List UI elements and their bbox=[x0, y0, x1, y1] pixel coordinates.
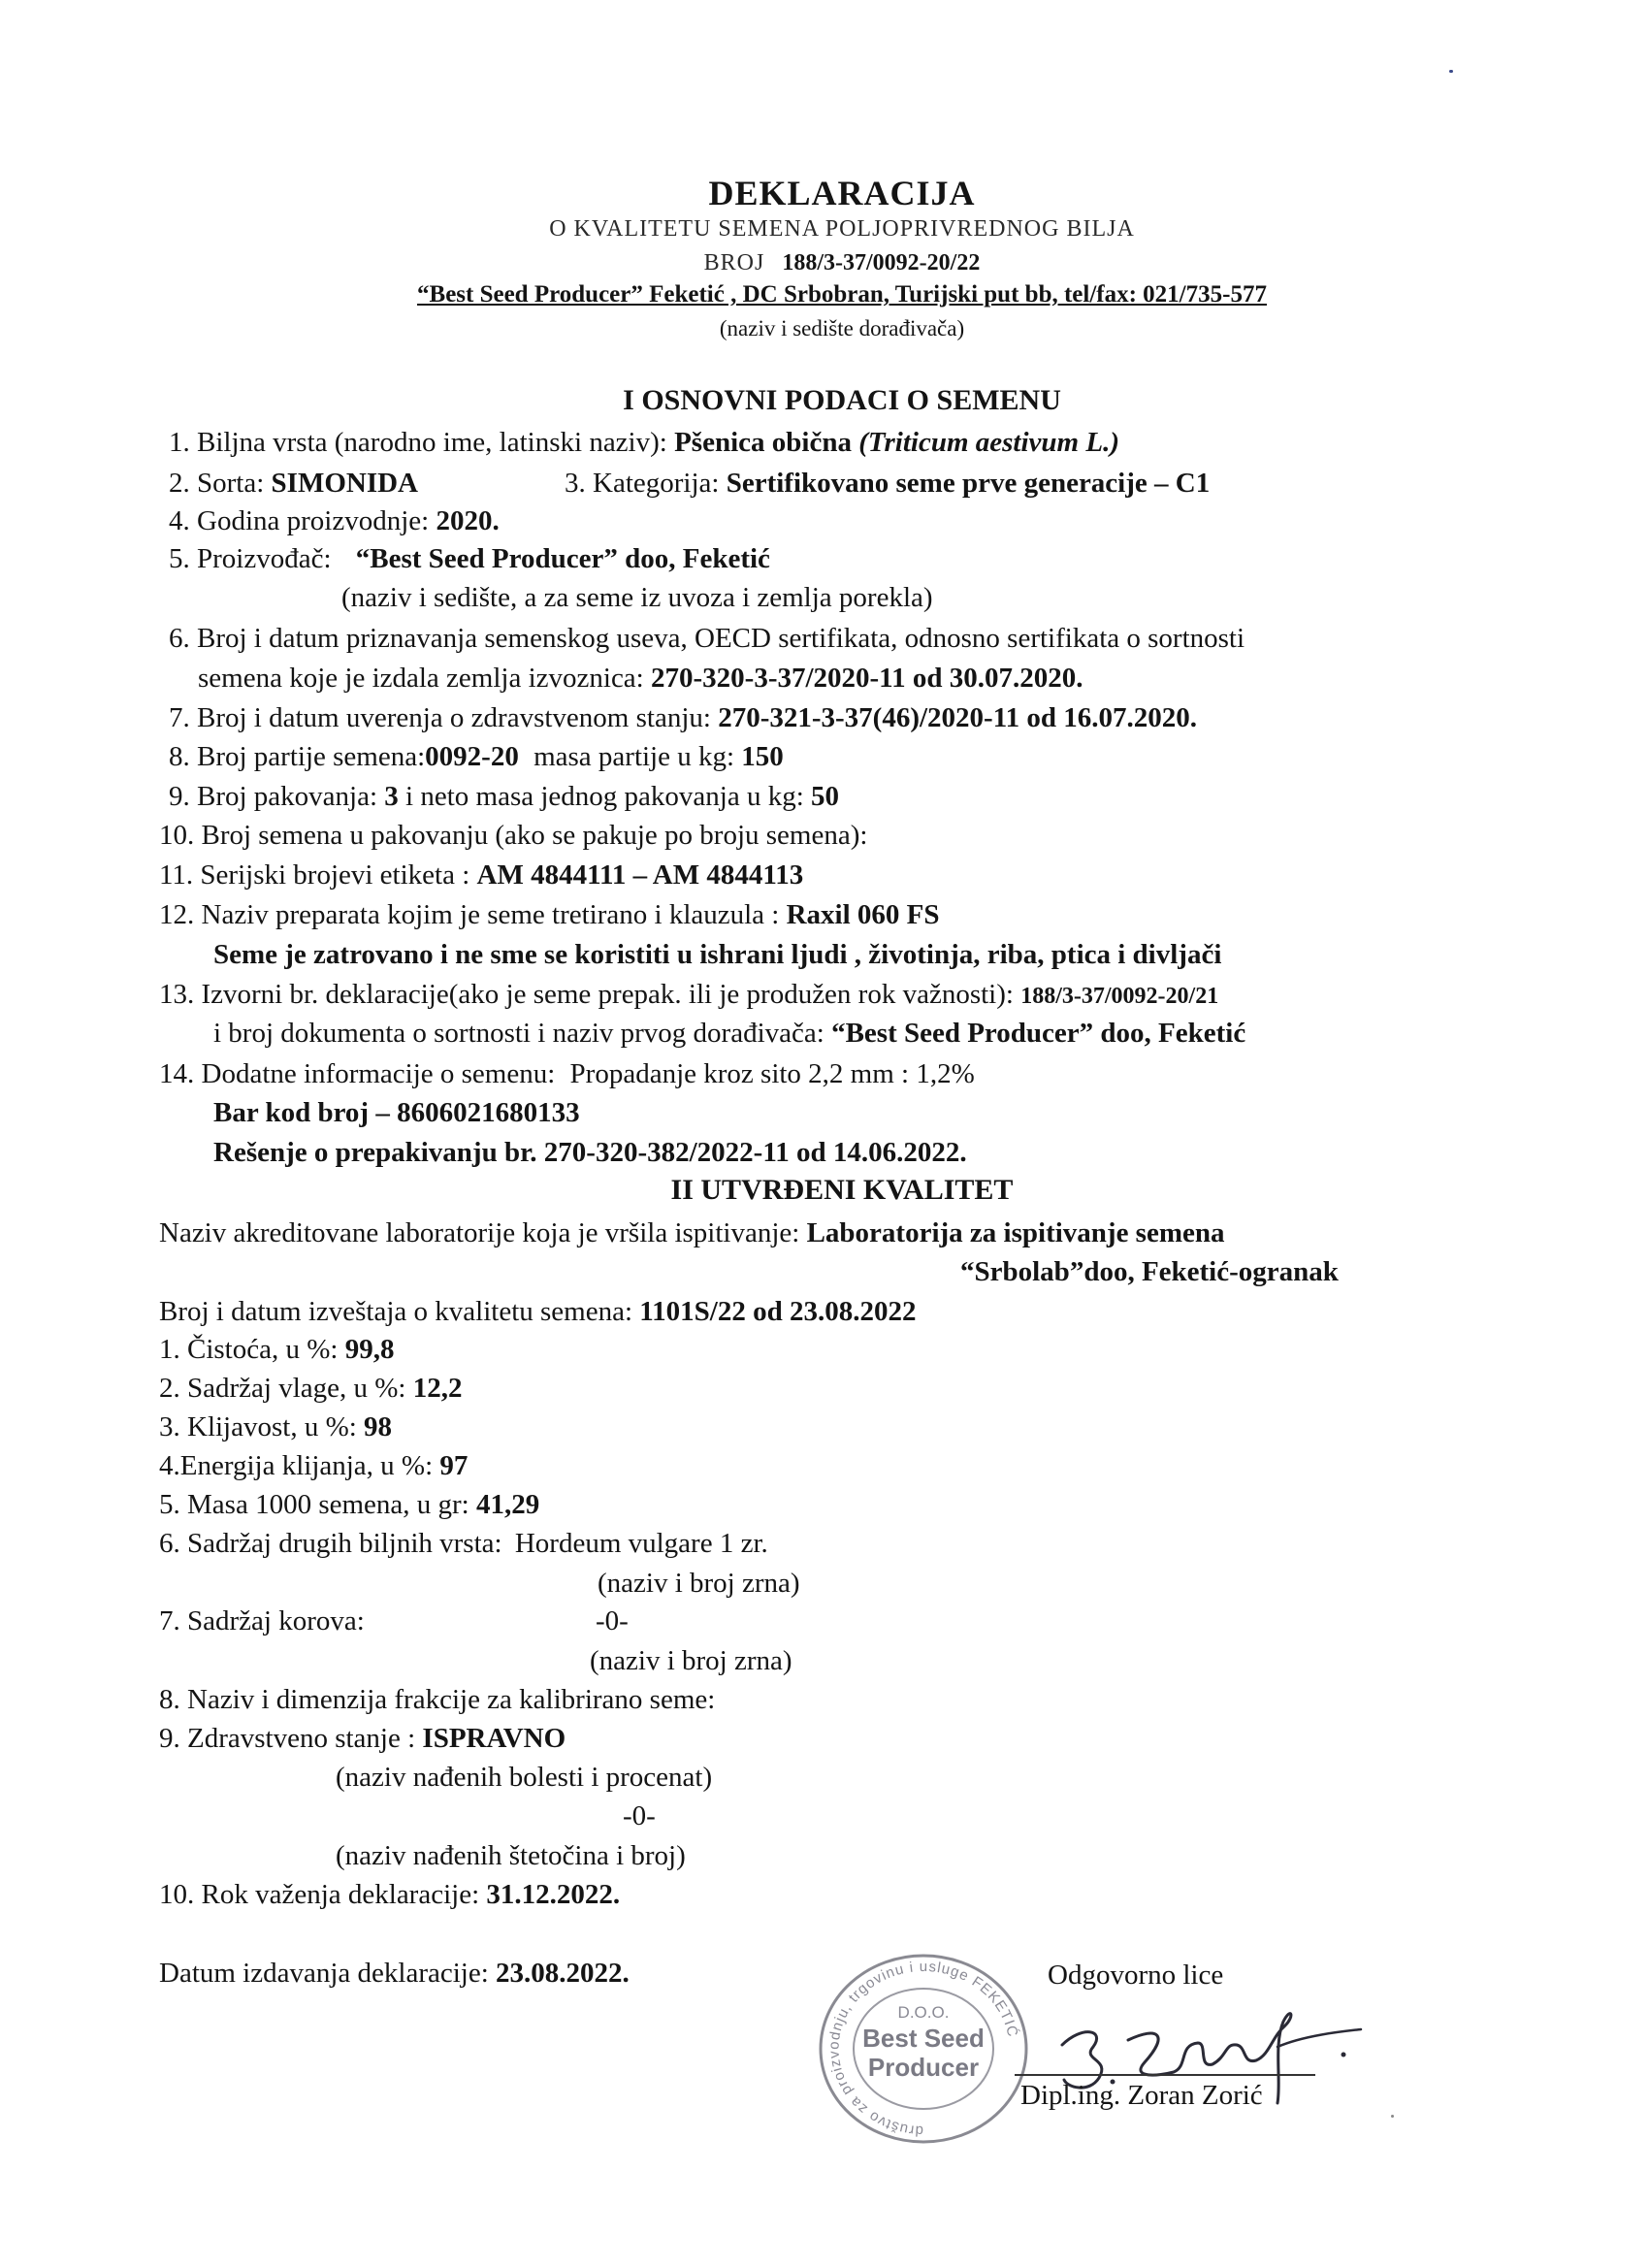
item-6-line-2 bbox=[198, 661, 1083, 696]
quality-2-value: 12,2 bbox=[412, 1373, 463, 1404]
responsible-label: Odgovorno lice bbox=[1048, 1960, 1224, 1991]
quality-10-label: 10. Rok važenja deklaracije: bbox=[159, 1879, 480, 1910]
item-14-barcode: Bar kod broj – 8606021680133 bbox=[213, 1097, 580, 1128]
declaration-number bbox=[0, 250, 1649, 276]
quality-10-value: 31.12.2022. bbox=[486, 1879, 621, 1910]
quality-4 bbox=[159, 1448, 468, 1483]
report-line bbox=[159, 1294, 917, 1329]
item-7-value: 270-321-3-37(46)/2020-11 od 16.07.2020. bbox=[718, 702, 1197, 733]
item-12-label: 12. Naziv preparata kojim je seme tretirano i klauzula : bbox=[159, 899, 780, 930]
lab-label: Naziv akreditovane laboratorije koja je vršila ispitivanje: bbox=[159, 1217, 800, 1248]
item-4-label: 4. Godina proizvodnje: bbox=[169, 505, 430, 536]
item-6-value: 270-320-3-37/2020-11 od 30.07.2020. bbox=[651, 663, 1083, 694]
quality-5 bbox=[159, 1487, 539, 1522]
company-stamp-icon bbox=[805, 1940, 1043, 2154]
quality-6 bbox=[159, 1526, 768, 1561]
item-5 bbox=[169, 541, 770, 576]
report-label: Broj i datum izveštaja o kvalitetu semena: bbox=[159, 1296, 633, 1327]
item-2 bbox=[169, 466, 418, 501]
quality-2-label: 2. Sadržaj vlage, u %: bbox=[159, 1373, 406, 1404]
issue-date-label: Datum izdavanja deklaracije: bbox=[159, 1958, 489, 1989]
processor-note: (naziv i sedište dorađivača) bbox=[719, 316, 965, 340]
lab-line bbox=[159, 1215, 1225, 1250]
quality-9 bbox=[159, 1721, 566, 1756]
item-14 bbox=[159, 1056, 975, 1091]
quality-10 bbox=[159, 1877, 620, 1912]
item-8 bbox=[169, 739, 784, 774]
item-13-line-2-label: i broj dokumenta o sortnosti i naziv prvog dorađivača: bbox=[213, 1018, 824, 1049]
issue-date-value: 23.08.2022. bbox=[496, 1958, 630, 1989]
item-4-value: 2020. bbox=[436, 505, 500, 536]
quality-9-dash: -0- bbox=[623, 1800, 656, 1831]
processor-info: “Best Seed Producer” Feketić , DC Srbobran, Turijski put bb, tel/fax: 021/735-577 bbox=[417, 281, 1267, 308]
item-11 bbox=[159, 858, 803, 892]
quality-1 bbox=[159, 1332, 394, 1367]
signature-line bbox=[1015, 2074, 1315, 2076]
item-1-label: 1. Biljna vrsta (narodno ime, latinski naziv): bbox=[169, 427, 667, 458]
item-3 bbox=[565, 466, 1210, 501]
item-14-value: Propadanje kroz sito 2,2 mm : 1,2% bbox=[569, 1058, 975, 1089]
item-11-value: AM 4844111 – AM 4844113 bbox=[476, 859, 804, 891]
item-1-latin: (Triticum aestivum L.) bbox=[858, 427, 1119, 458]
item-9-value: 3 bbox=[384, 781, 399, 812]
item-12-warning: Seme je zatrovano i ne sme se koristiti u ishrani ljudi , životinja, riba, ptica i divljači bbox=[213, 939, 1222, 970]
report-value: 1101S/22 od 23.08.2022 bbox=[639, 1296, 917, 1327]
scan-artifact-dot bbox=[1391, 2115, 1394, 2118]
lab-value-1: Laboratorija za ispitivanje semena bbox=[806, 1217, 1225, 1248]
quality-2 bbox=[159, 1371, 462, 1406]
quality-6-label: 6. Sadržaj drugih biljnih vrsta: bbox=[159, 1528, 502, 1559]
quality-5-label: 5. Masa 1000 semena, u gr: bbox=[159, 1489, 469, 1520]
item-12-value: Raxil 060 FS bbox=[786, 899, 940, 930]
quality-3 bbox=[159, 1409, 392, 1444]
item-4 bbox=[169, 503, 500, 538]
item-8-mass-value: 150 bbox=[741, 741, 784, 772]
quality-9-note-1: (naziv nađenih bolesti i procenat) bbox=[336, 1762, 713, 1793]
responsible-name: Dipl.ing. Zoran Zorić bbox=[1020, 2080, 1263, 2111]
quality-3-value: 98 bbox=[364, 1411, 393, 1442]
item-13-label: 13. Izvorni br. deklaracije(ako je seme prepak. ili je produžen rok važnosti): bbox=[159, 979, 1014, 1010]
quality-6-note: (naziv i broj zrna) bbox=[598, 1568, 800, 1599]
document-subtitle: O KVALITETU SEMENA POLJOPRIVREDNOG BILJA bbox=[549, 216, 1135, 242]
quality-6-value: Hordeum vulgare 1 zr. bbox=[514, 1528, 768, 1559]
section-2-title: II UTVRĐENI KVALITET bbox=[670, 1174, 1014, 1206]
quality-9-note-2: (naziv nađenih štetočina i broj) bbox=[336, 1840, 686, 1871]
stamp-line-1: Best Seed bbox=[862, 2024, 985, 2053]
quality-3-label: 3. Klijavost, u %: bbox=[159, 1411, 357, 1442]
quality-7-value: -0- bbox=[596, 1605, 629, 1636]
quality-1-label: 1. Čistoća, u %: bbox=[159, 1334, 339, 1365]
item-13-line-2 bbox=[213, 1016, 1245, 1051]
lab-value-2: “Srbolab”doo, Feketić-ogranak bbox=[960, 1256, 1339, 1287]
quality-5-value: 41,29 bbox=[476, 1489, 540, 1520]
stamp-top-text: D.O.O. bbox=[897, 2003, 950, 2022]
item-6-line-1: 6. Broj i datum priznavanja semenskog useva, OECD sertifikata, odnosno sertifikata o sortnosti bbox=[169, 623, 1245, 654]
item-5-note: (naziv i sedište, a za seme iz uvoza i zemlja porekla) bbox=[341, 582, 933, 613]
item-11-label: 11. Serijski brojevi etiketa : bbox=[159, 859, 470, 891]
quality-8: 8. Naziv i dimenzija frakcije za kalibrirano seme: bbox=[159, 1684, 716, 1715]
item-7-label: 7. Broj i datum uverenja o zdravstvenom stanju: bbox=[169, 702, 711, 733]
item-8-label: 8. Broj partije semena: bbox=[169, 741, 426, 772]
item-13-value: 188/3-37/0092-20/21 bbox=[1020, 984, 1219, 1009]
item-1-value: Pšenica obična bbox=[674, 427, 852, 458]
item-7 bbox=[169, 700, 1197, 735]
item-9-label: 9. Broj pakovanja: bbox=[169, 781, 378, 812]
item-3-label: 3. Kategorija: bbox=[565, 468, 720, 499]
item-2-value: SIMONIDA bbox=[271, 468, 418, 499]
issue-date bbox=[159, 1956, 630, 1991]
scan-artifact-dot bbox=[1449, 70, 1453, 73]
document-title: DEKLARACIJA bbox=[708, 174, 976, 212]
item-5-value: “Best Seed Producer” doo, Feketić bbox=[355, 543, 770, 574]
quality-9-label: 9. Zdravstveno stanje : bbox=[159, 1723, 416, 1754]
quality-4-value: 97 bbox=[439, 1450, 469, 1481]
item-9 bbox=[169, 779, 839, 814]
broj-value: 188/3-37/0092-20/22 bbox=[782, 250, 981, 275]
item-2-label: 2. Sorta: bbox=[169, 468, 265, 499]
broj-label: BROJ bbox=[703, 250, 765, 275]
quality-1-value: 99,8 bbox=[344, 1334, 395, 1365]
item-12 bbox=[159, 897, 940, 932]
quality-7-label: 7. Sadržaj korova: bbox=[159, 1605, 365, 1636]
quality-7-note: (naziv i broj zrna) bbox=[590, 1645, 792, 1676]
quality-9-value: ISPRAVNO bbox=[422, 1723, 566, 1754]
stamp-ring-text: društvo za proizvodnju, trgovinu i usluge FEKETIĆ bbox=[825, 1958, 1021, 2140]
item-14-resenje: Rešenje o prepakivanju br. 270-320-382/2022-11 od 14.06.2022. bbox=[213, 1137, 967, 1168]
item-13-line-2-value: “Best Seed Producer” doo, Feketić bbox=[831, 1018, 1246, 1049]
item-9-mass-label: i neto masa jednog pakovanja u kg: bbox=[405, 781, 804, 812]
item-6-label: semena koje je izdala zemlja izvoznica: bbox=[198, 663, 644, 694]
item-8-mass-label: masa partije u kg: bbox=[534, 741, 735, 772]
item-5-label: 5. Proizvođač: bbox=[169, 543, 332, 574]
item-10: 10. Broj semena u pakovanju (ako se pakuje po broju semena): bbox=[159, 820, 868, 851]
item-3-value: Sertifikovano seme prve generacije – C1 bbox=[726, 468, 1211, 499]
stamp-line-2: Producer bbox=[867, 2053, 980, 2082]
item-14-label: 14. Dodatne informacije o semenu: bbox=[159, 1058, 556, 1089]
section-1-title: I OSNOVNI PODACI O SEMENU bbox=[623, 384, 1061, 416]
item-1 bbox=[169, 425, 1119, 460]
item-8-value: 0092-20 bbox=[425, 741, 519, 772]
item-13 bbox=[159, 977, 1218, 1014]
item-9-mass-value: 50 bbox=[811, 781, 840, 812]
quality-4-label: 4.Energija klijanja, u %: bbox=[159, 1450, 434, 1481]
